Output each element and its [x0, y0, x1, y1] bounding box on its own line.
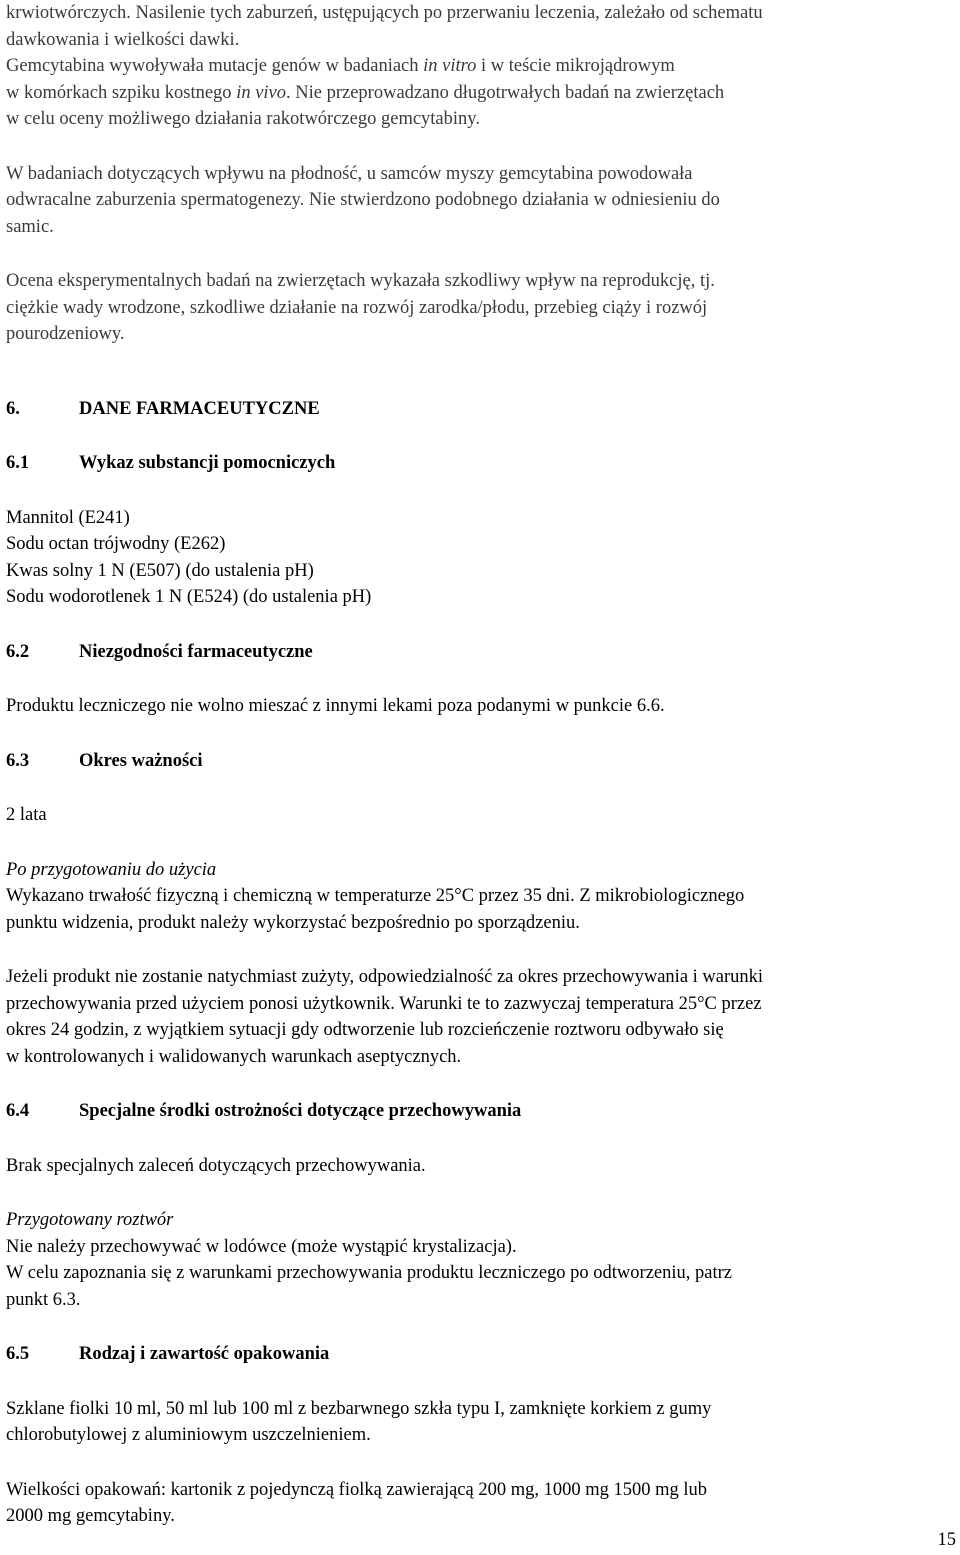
- storage-line-1: Jeżeli produkt nie zostanie natychmiast zużyty, odpowiedzialność za okres przechowywania i warunki: [6, 967, 764, 987]
- spacer: [6, 611, 951, 639]
- spacer: [6, 1179, 951, 1207]
- intro-line-4-italic: in vivo: [236, 82, 287, 103]
- storage-line-3: okres 24 godzin, z wyjątkiem sytuacji gdy odtworzenie lub rozcieńczenie roztworu odbywało się: [6, 1020, 724, 1040]
- excipient-item: Kwas solny 1 N (E507) (do ustalenia pH): [6, 560, 314, 581]
- excipient-item: Mannitol (E241): [6, 507, 130, 528]
- storage-line-2: przechowywania przed użyciem ponosi użytkownik. Warunki te to zazwyczaj temperatura 25°C przez: [6, 993, 762, 1014]
- section-6-4-number: 6.4: [6, 1101, 30, 1121]
- spacer: [6, 1313, 951, 1341]
- section-6-heading: [6, 396, 951, 423]
- section-6-title: DANE FARMACEUTYCZNE: [79, 398, 320, 419]
- spacer: [6, 422, 951, 450]
- spacer: [6, 1449, 951, 1477]
- reproduction-line-3: pourodzeniowy.: [6, 324, 125, 344]
- reproduction-line-2: ciężkie wady wrodzone, szkodliwe działanie na rozwój zarodka/płodu, przebieg ciąży i rozwój: [6, 297, 708, 318]
- stability-line-2: punktu widzenia, produkt należy wykorzystać bezpośrednio po sporządzeniu.: [6, 912, 580, 933]
- pack-sizes-line-2: 2000 mg gemcytabiny.: [6, 1506, 175, 1526]
- section-6-1-title: Wykaz substancji pomocniczych: [79, 453, 336, 473]
- intro-line-3-text-a: Gemcytabina wywoływała mutacje genów w badaniach: [6, 56, 424, 76]
- storage-precautions-text: Brak specjalnych zaleceń dotyczących przechowywania.: [6, 1155, 426, 1176]
- fertility-line-3: samic.: [6, 216, 54, 237]
- section-6-3-title: Okres ważności: [79, 750, 203, 771]
- spacer: [6, 348, 951, 392]
- intro-line-3: [6, 53, 951, 80]
- document-page: [6, 0, 951, 1530]
- section-6-2-heading: [6, 639, 951, 666]
- fertility-line-2: odwracalne zaburzenia spermatogenezy. Nie stwierdzono podobnego działania w odniesieniu do: [6, 190, 720, 210]
- intro-line-1: krwiotwórczych. Nasilenie tych zaburzeń, ustępujących po przerwaniu leczenia, zależało od schematu: [6, 3, 763, 23]
- spacer: [6, 936, 951, 964]
- section-6-3-heading: [6, 748, 951, 775]
- fertility-line-1: W badaniach dotyczących wpływu na płodność, u samców myszy gemcytabina powodowała: [6, 163, 693, 184]
- spacer: [6, 665, 951, 693]
- spacer: [6, 1125, 951, 1153]
- excipients-list: [6, 505, 951, 611]
- intro-line-4-text-a: w komórkach szpiku kostnego: [6, 82, 237, 103]
- spacer: [6, 720, 951, 748]
- prepared-solution-block: [6, 1207, 951, 1313]
- spacer: [6, 774, 951, 802]
- shelf-life-value: 2 lata: [6, 805, 47, 825]
- intro-line-2: dawkowania i wielkości dawki.: [6, 29, 240, 50]
- container-line-1: Szklane fiolki 10 ml, 50 ml lub 100 ml z bezbarwnego szkła typu I, zamknięte korkiem z gumy: [6, 1398, 712, 1419]
- page-number: 15: [937, 1530, 956, 1550]
- spacer: [6, 829, 951, 857]
- section-6-4-heading: [6, 1098, 951, 1125]
- section-6-number: 6.: [6, 398, 20, 419]
- storage-line-4: w kontrolowanych i walidowanych warunkach aseptycznych.: [6, 1046, 462, 1067]
- container-line-2: chlorobutylowej z aluminiowym uszczelnieniem.: [6, 1425, 371, 1445]
- intro-line-5: w celu oceny możliwego działania rakotwórczego gemcytabiny.: [6, 109, 480, 129]
- spacer: [6, 133, 951, 161]
- section-6-2-title: Niezgodności farmaceutyczne: [79, 641, 313, 662]
- section-6-5-heading: [6, 1341, 951, 1368]
- excipient-item: Sodu octan trójwodny (E262): [6, 534, 226, 554]
- container-description: [6, 1396, 951, 1449]
- spacer: [6, 1070, 951, 1098]
- pack-sizes-line-1: Wielkości opakowań: kartonik z pojedynczą fiolką zawierającą 200 mg, 1000 mg 1500 mg lub: [6, 1479, 708, 1500]
- after-preparation-subheading: Po przygotowaniu do użycia: [6, 859, 217, 880]
- after-preparation-block: [6, 857, 951, 937]
- prepared-solution-line-2: W celu zapoznania się z warunkami przechowywania produktu leczniczego po odtworzeniu, patrz: [6, 1263, 732, 1283]
- prepared-solution-subheading: Przygotowany roztwór: [6, 1210, 174, 1230]
- spacer: [6, 240, 951, 268]
- intro-line-3-italic: in vitro: [423, 56, 477, 76]
- intro-line-4: [6, 80, 951, 107]
- intro-line-4-text-b: . Nie przeprowadzano długotrwałych badań na zwierzętach: [286, 82, 725, 103]
- section-6-3-number: 6.3: [6, 750, 30, 771]
- spacer: [6, 1368, 951, 1396]
- intro-paragraph: [6, 0, 951, 133]
- spacer: [6, 477, 951, 505]
- incompatibilities-text: Produktu leczniczego nie wolno mieszać z innymi lekami poza podanymi w punkcie 6.6.: [6, 696, 665, 716]
- intro-line-3-text-b: i w teście mikrojądrowym: [476, 56, 675, 76]
- section-6-4-title: Specjalne środki ostrożności dotyczące przechowywania: [79, 1101, 522, 1121]
- prepared-solution-line-1: Nie należy przechowywać w lodówce (może wystąpić krystalizacja).: [6, 1236, 517, 1257]
- stability-line-1: Wykazano trwałość fizyczną i chemiczną w temperaturze 25°C przez 35 dni. Z mikrobiologicznego: [6, 886, 745, 906]
- section-6-1-number: 6.1: [6, 453, 30, 473]
- section-6-5-title: Rodzaj i zawartość opakowania: [79, 1344, 330, 1364]
- reproduction-line-1: Ocena eksperymentalnych badań na zwierzętach wykazała szkodliwy wpływ na reprodukcję, tj.: [6, 271, 715, 291]
- section-6-1-heading: [6, 450, 951, 477]
- pack-sizes: [6, 1477, 951, 1530]
- storage-responsibility-paragraph: [6, 964, 951, 1070]
- excipient-item: Sodu wodorotlenek 1 N (E524) (do ustalenia pH): [6, 587, 372, 607]
- section-6-5-number: 6.5: [6, 1344, 30, 1364]
- fertility-paragraph: [6, 161, 951, 241]
- reproduction-paragraph: [6, 268, 951, 348]
- section-6-2-number: 6.2: [6, 641, 30, 662]
- prepared-solution-line-3: punkt 6.3.: [6, 1289, 81, 1310]
